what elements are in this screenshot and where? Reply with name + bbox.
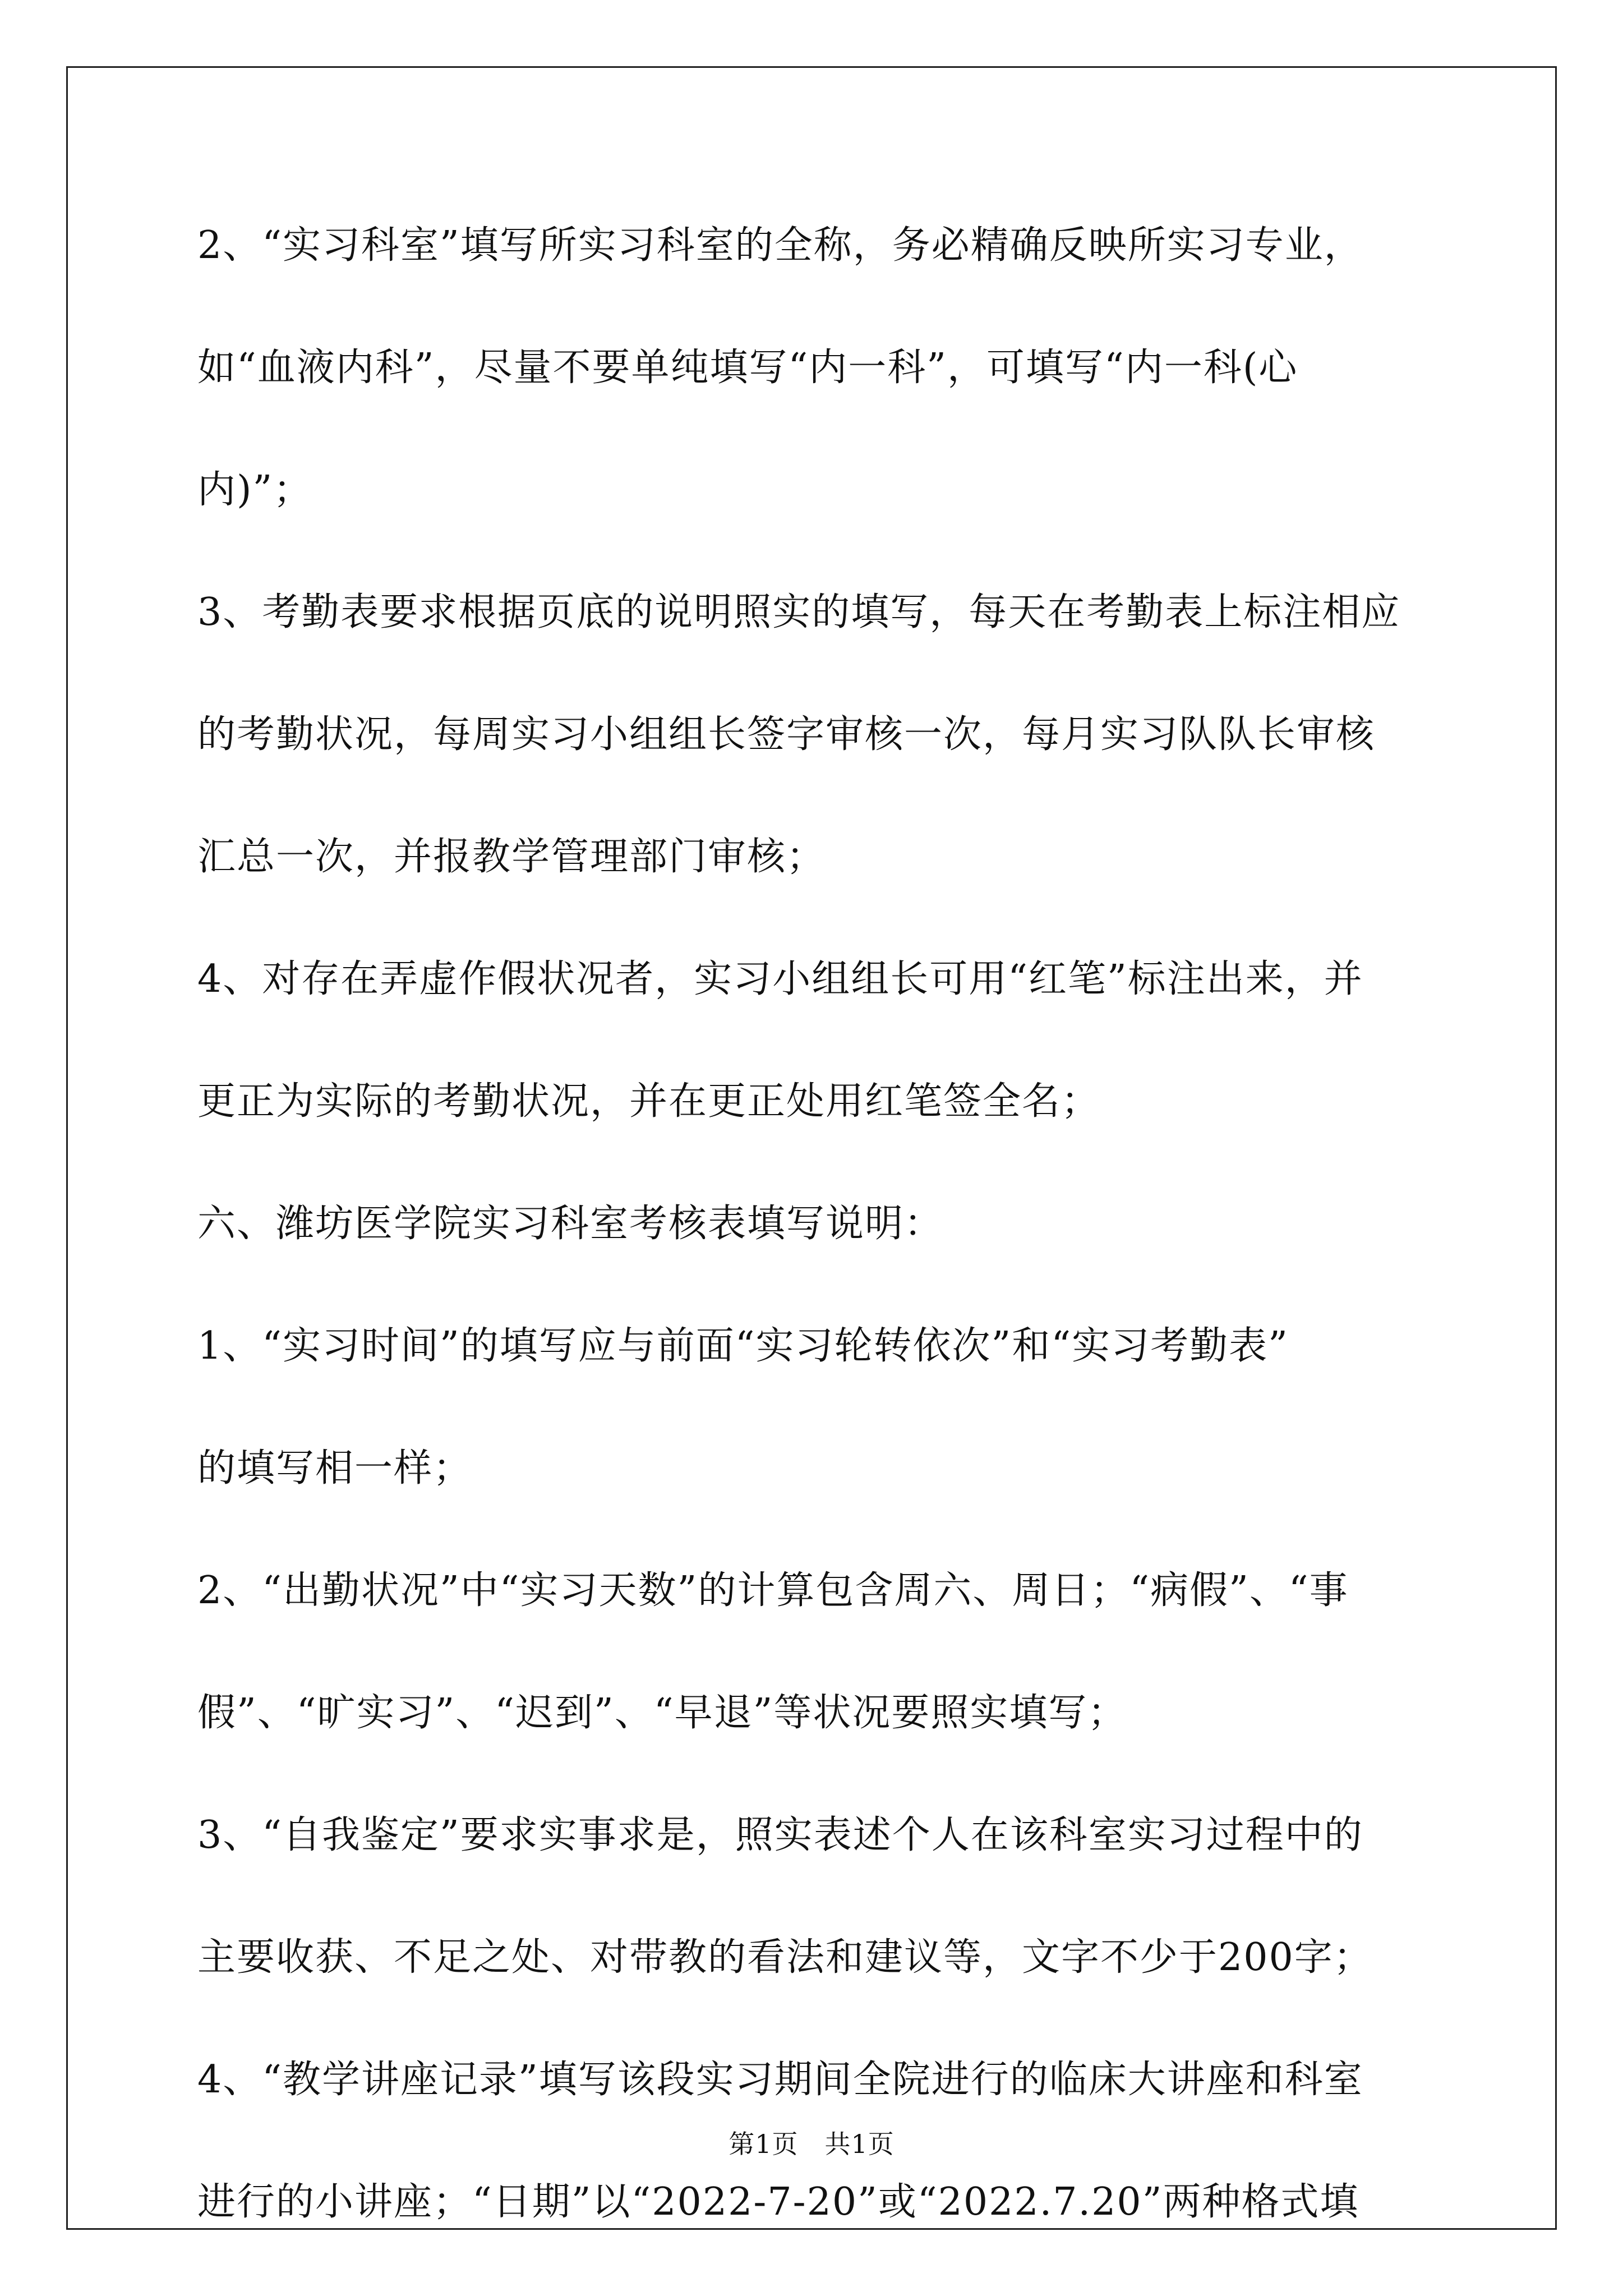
text-line: 汇总一次，并报教学管理部门审核； bbox=[197, 835, 826, 879]
section-heading: 六、潍坊医学院实习科室考核表填写说明： bbox=[197, 1202, 944, 1246]
text-line: 3、“自我鉴定”要求实事求是，照实表述个人在该科室实习过程中的 bbox=[197, 1813, 1363, 1857]
page-footer: 第1页 共1页 bbox=[728, 2129, 895, 2159]
text-line: 2、“出勤状况”中“实习天数”的计算包含周六、周日；“病假”、“事 bbox=[197, 1568, 1349, 1613]
text-line: 主要收获、不足之处、对带教的看法和建议等，文字不少于200字； bbox=[197, 1935, 1373, 1980]
text-line: 3、考勤表要求根据页底的说明照实的填写，每天在考勤表上标注相应 bbox=[197, 590, 1401, 634]
text-line: 的填写相一样； bbox=[197, 1446, 473, 1490]
text-line: 假”、“旷实习”、“迟到”、“早退”等状况要照实填写； bbox=[197, 1691, 1127, 1735]
text-line: 内)”； bbox=[197, 468, 313, 512]
text-line: 1、“实习时间”的填写应与前面“实习轮转依次”和“实习考勤表” bbox=[197, 1324, 1289, 1368]
text-line: 更正为实际的考勤状况，并在更正处用红笔签全名； bbox=[197, 1079, 1101, 1124]
text-line: 2、“实习科室”填写所实习科室的全称，务必精确反映所实习专业， bbox=[197, 223, 1363, 268]
text-line: 的考勤状况，每周实习小组组长签字审核一次，每月实习队队长审核 bbox=[197, 712, 1376, 757]
text-line: 进行的小讲座；“日期”以“2022-7-20”或“2022.7.20”两种格式填 bbox=[197, 2180, 1359, 2224]
text-line: 如“血液内科”，尽量不要单纯填写“内一科”，可填写“内一科(心 bbox=[197, 346, 1298, 390]
text-line: 4、“教学讲座记录”填写该段实习期间全院进行的临床大讲座和科室 bbox=[197, 2058, 1363, 2102]
document-body bbox=[197, 215, 1487, 2294]
text-line: 4、对存在弄虚作假状况者，实习小组组长可用“红笔”标注出来，并 bbox=[197, 957, 1363, 1001]
